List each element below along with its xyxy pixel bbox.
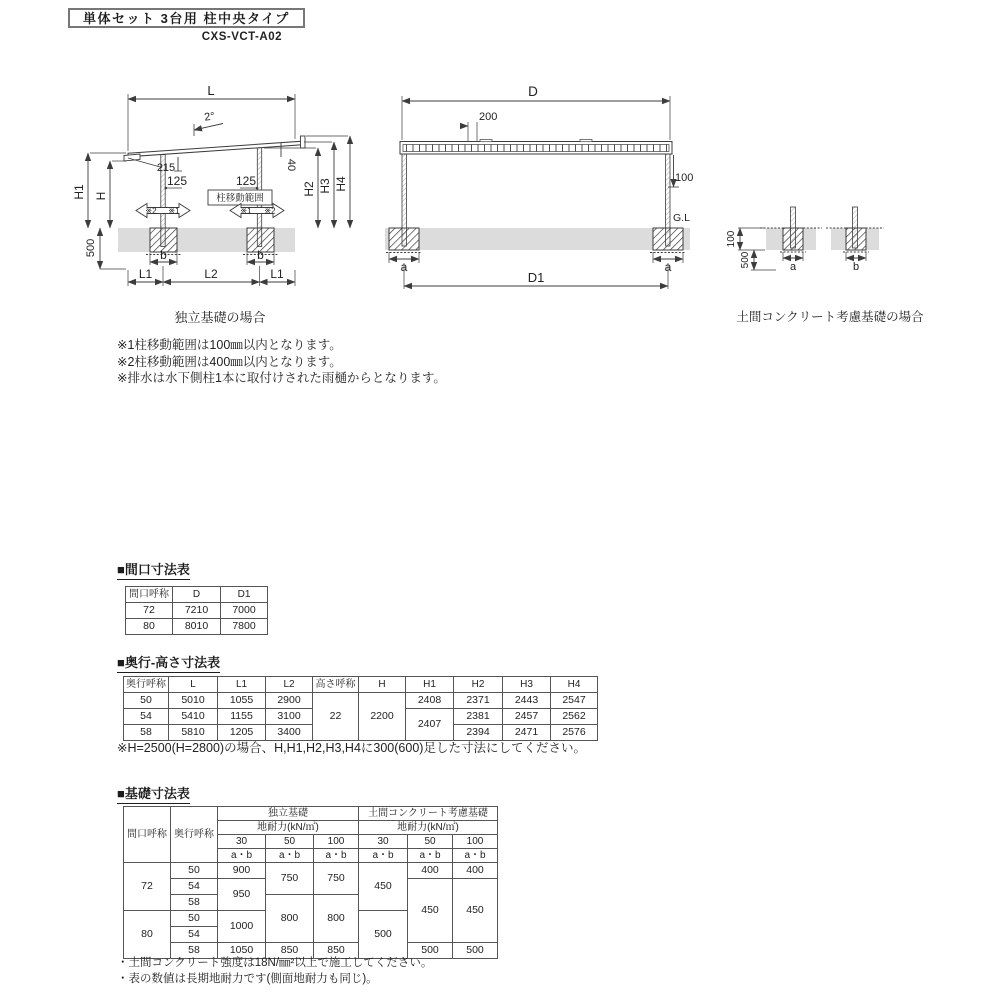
cell: 850 [314,943,359,959]
header-cell: H [359,677,406,693]
dim-40: 40 [285,158,297,172]
header-cell: 30 [359,835,408,849]
header-cell: 間口呼称 [126,587,173,603]
cell: 8010 [173,619,221,635]
header-cell: 地耐力(kN/㎡) [359,821,498,835]
header-cell: 地耐力(kN/㎡) [218,821,359,835]
dim-125-right: 125 [235,174,256,188]
general-notes [117,337,446,387]
ground-concrete-band [385,228,690,250]
cell: 750 [314,863,359,895]
cell: 2443 [503,693,551,709]
gutter [124,154,140,161]
depth-height-table [123,676,598,741]
table-header-row [124,807,498,821]
ground-level-label: G.L [673,212,690,224]
header-cell: 奥行呼称 [124,677,169,693]
table-header-row [126,587,268,603]
cell: 850 [266,943,314,959]
header-cell: 奥行呼称 [171,807,218,863]
dim-H1: H1 [72,184,86,200]
table-row [124,863,498,879]
dim-slope: 2° [203,110,216,124]
header-cell: a・b [408,849,453,863]
dim-500: 500 [740,251,751,269]
side-view-diagram [70,80,370,330]
header-cell: a・b [314,849,359,863]
table-header-row [124,677,598,693]
kiso-table-title: ■基礎寸法表 [117,783,190,804]
table-row [124,693,598,709]
note-line: ・土間コンクリート強度は18N/㎜²以上で施工してください。 [117,957,433,969]
cell: 7800 [221,619,268,635]
cell: 450 [408,879,453,943]
cell: 58 [171,943,218,959]
roof-joint [480,140,492,142]
dim-H3: H3 [318,178,332,194]
cell: 80 [126,619,173,635]
okuyuki-table-title: ■奥行-高さ寸法表 [117,652,220,673]
dim-100: 100 [675,172,694,184]
okuyuki-table-note: ※H=2500(H=2800)の場合、H,H1,H2,H3,H4に300(600)足した寸法にしてください。 [117,741,586,755]
dim-L1-right: L1 [270,267,284,281]
cell: 2562 [551,709,598,725]
dim-D1: D1 [527,270,545,285]
note-line: ※1柱移動範囲は100㎜以内となります。 [117,338,342,352]
header-cell: a・b [453,849,498,863]
dim-125-left: 125 [167,174,188,188]
dim-b: b [852,261,860,273]
cell: 900 [218,863,266,879]
dim-H: H [94,191,108,201]
cell: 72 [126,603,173,619]
kiso-table-notes [117,955,432,987]
cell: 1000 [218,911,266,943]
dim-215: 215 [156,162,176,174]
cell: 50 [124,693,169,709]
cell: 2547 [551,693,598,709]
header-cell: 間口呼称 [124,807,171,863]
dim-L2: L2 [204,267,218,281]
maguchi-table-title: ■間口寸法表 [117,559,190,580]
dim-a: a [789,261,797,273]
cell: 54 [124,709,169,725]
post-right [666,154,670,246]
roof-panel [128,141,302,157]
post-a [791,207,796,248]
cell: 500 [408,943,453,959]
cell: 2381 [454,709,503,725]
table-row [126,603,268,619]
cell: 800 [314,895,359,943]
cell: 54 [171,879,218,895]
ref2-label: ※2 [264,206,276,216]
dim-H2: H2 [302,181,316,197]
cell: 1050 [218,943,266,959]
table-row [126,619,268,635]
dim-200: 200 [479,111,498,123]
cell: 58 [124,725,169,741]
cell: 5010 [169,693,218,709]
ref1-label: ※1 [240,206,252,216]
cell: 1205 [218,725,266,741]
header-cell: 100 [314,835,359,849]
header-cell: a・b [359,849,408,863]
header-cell: 30 [218,835,266,849]
cell: 500 [453,943,498,959]
cell: 450 [359,863,408,911]
foundation-table [123,806,498,959]
dim-L: L [207,83,215,98]
cell: 2576 [551,725,598,741]
slab-detail-caption: 土間コンクリート考慮基礎の場合 [736,310,924,324]
header-cell: L2 [266,677,313,693]
post-left [402,154,406,246]
cell: 80 [124,911,171,959]
cell: 2371 [454,693,503,709]
header-cell: D [173,587,221,603]
dim-100: 100 [726,230,737,248]
cell: 3400 [266,725,313,741]
header-cell: 土間コンクリート考慮基礎 [359,807,498,821]
header-cell: 100 [453,835,498,849]
cell: 50 [171,911,218,927]
pillar-range-label: 柱移動範囲 [216,193,264,204]
maguchi-table [125,586,268,635]
header-cell: 高さ呼称 [313,677,359,693]
header-cell: 独立基礎 [218,807,359,821]
cell: 2457 [503,709,551,725]
cell: 7210 [173,603,221,619]
cell: 22 [313,693,359,741]
cell: 3100 [266,709,313,725]
note-line: ・表の数値は長期地耐力です(側面地耐力も同じ)。 [117,973,378,985]
header-cell: H1 [406,677,454,693]
roof-joint [580,140,592,142]
dim-b-left: b [160,248,167,262]
header-cell: 50 [266,835,314,849]
cell: 750 [266,863,314,895]
cell: 2471 [503,725,551,741]
cell: 1055 [218,693,266,709]
cell: 2200 [359,693,406,741]
cell: 2394 [454,725,503,741]
cell: 5810 [169,725,218,741]
ref2-label: ※2 [145,206,157,216]
header-cell: L1 [218,677,266,693]
header-cell: a・b [266,849,314,863]
cell: 950 [218,879,266,911]
dim-b-right: b [257,248,264,262]
note-line: ※排水は水下側柱1本に取付けされた雨樋からとなります。 [117,371,446,385]
side-view-caption: 独立基礎の場合 [174,310,266,325]
cell: 1155 [218,709,266,725]
cell: 58 [171,895,218,911]
note-line: ※2柱移動範囲は400㎜以内となります。 [117,354,342,369]
header-cell: H4 [551,677,598,693]
dim-500: 500 [85,238,97,258]
cell: 2407 [406,709,454,741]
header-cell: H2 [454,677,503,693]
cell: 54 [171,927,218,943]
cell: 7000 [221,603,268,619]
dim-L1-left: L1 [138,267,153,281]
cell: 400 [453,863,498,879]
header-cell: 50 [408,835,453,849]
dim-a-right: a [664,260,672,274]
cell: 50 [171,863,218,879]
front-view-diagram [380,80,700,300]
ref1-label: ※1 [168,206,180,216]
header-cell: D1 [221,587,268,603]
header-cell: a・b [218,849,266,863]
dim-D: D [528,84,538,99]
header-cell: L [169,677,218,693]
header-cell: H3 [503,677,551,693]
post-b [853,207,858,248]
roof-beam-segments [403,145,669,152]
cell: 2408 [406,693,454,709]
dim-a-left: a [400,260,408,274]
cell: 5410 [169,709,218,725]
page-title: 単体セット 3台用 柱中央タイプ [68,8,305,28]
cell: 72 [124,863,171,911]
model-code: CXS-VCT-A02 [201,31,282,43]
cell: 800 [266,895,314,943]
cell: 400 [408,863,453,879]
dim-H4: H4 [334,176,348,192]
cell: 2900 [266,693,313,709]
cell: 450 [453,879,498,943]
cell: 500 [359,911,408,959]
